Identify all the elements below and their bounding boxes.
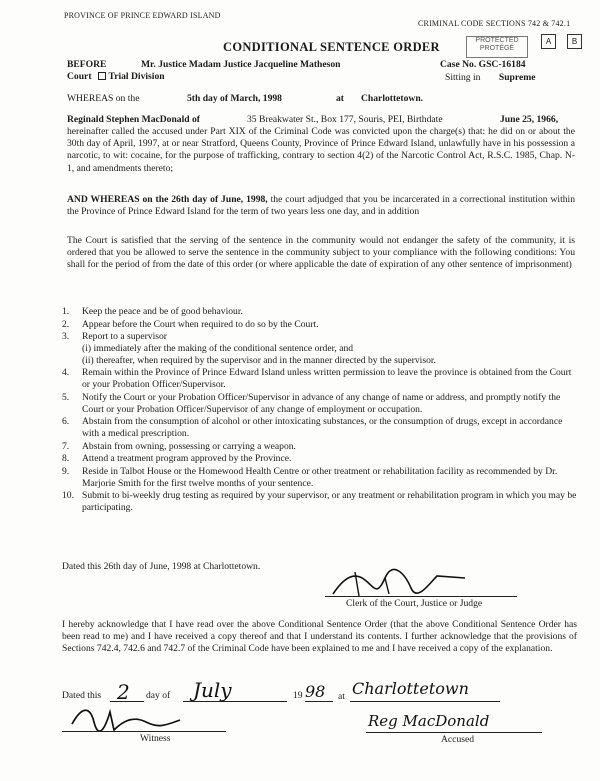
- acknowledgement-paragraph: I hereby acknowledge that I have read over the above Conditional Sentence Order (that the above Conditional Sentence Order has been read to me) and I have received a copy thereof and that I understand its contents. I further acknowledge that the provisions of Sections 742.4, 742.6 and 742.7 of the Criminal Code have been explained to me and I have received a copy of the explanation.: [62, 619, 577, 655]
- province-header: PROVINCE OF PRINCE EDWARD ISLAND: [64, 11, 221, 20]
- condition-item: 6. Abstain from the consumption of alcohol or other intoxicating substances, or the consumption of drugs, except in accordance with a medical prescription.: [62, 416, 563, 439]
- year-prefix: 19: [293, 690, 303, 701]
- condition-item: 4. Remain within the Province of Prince Edward Island unless written permission to leave the province is obtained from the Court or your Probation Officer/Supervisor.: [62, 367, 572, 391]
- box-a: A: [541, 34, 556, 49]
- witness-line: [62, 731, 226, 732]
- month-line: [183, 701, 287, 702]
- condition-item: 5. Notify the Court or your Probation Officer/Supervisor in advance of any change of name or address, and promptly notify the Court or your Probation Officer/Supervisor of any change of employment or occupation.: [62, 391, 561, 415]
- condition-item: 7. Abstain from owning, possessing or carrying a weapon.: [62, 440, 296, 452]
- accused-name: Reginald Stephen MacDonald of: [67, 114, 200, 125]
- month-value: July: [193, 678, 232, 702]
- sitting-in: Sitting in Supreme: [445, 72, 536, 83]
- accused-address: 35 Breakwater St., Box 177, Souris, PEI, Birthdate: [247, 114, 443, 125]
- court-satisfied-paragraph: The Court is satisfied that the serving of the sentence in the community would not endanger the safety of the community, it is ordered that you be allowed to serve the sentence in the community subject to your compliance with the following conditions: You shall for the period of from the date of this order (or where applicable the date of expiration of any other sentence of imprisonment): [67, 235, 575, 271]
- year-value: 98: [305, 682, 326, 701]
- whereas-at: at: [336, 93, 344, 104]
- clerk-label: Clerk of the Court, Justice or Judge: [346, 598, 483, 609]
- dated-this-label: Dated this: [62, 690, 102, 701]
- condition-item: 1. Keep the peace and be of good behaviour.: [62, 306, 243, 317]
- accused-label: Accused: [441, 734, 475, 745]
- at-label: at: [338, 691, 345, 702]
- dated-line: Dated this 26th day of June, 1998 at Charlottetown.: [62, 561, 261, 572]
- clerk-signature-line: [325, 596, 517, 597]
- condition-item: 9. Reside in Talbot House or the Homewood Health Centre or other treatment or rehabilitation facility as recommended by Dr. Marjorie Smith for the first twelve months of your sentence.: [62, 465, 558, 489]
- sentence-paragraph: AND WHEREAS on the 26th day of June, 1998, the court adjudged that you be incarcerated in a correctional institution within the Province of Prince Edward Island for the term of two years less one day, and in addition: [67, 194, 575, 218]
- protected-stamp: PROTECTED PROTÉGÉ: [466, 36, 528, 58]
- box-b: B: [567, 34, 582, 49]
- condition-item: 3. Report to a supervisor (i) immediately after the making of the conditional sentence order, and (ii) thereafter, when required by the supervisor and in the manner directed by the supervisor.: [62, 331, 436, 366]
- conviction-place: Charlottetown.: [361, 93, 424, 104]
- condition-item: 8. Attend a treatment program approved by the Province.: [62, 453, 292, 465]
- condition-item: 10. Submit to bi-weekly drug testing as required by your supervisor, or any treatment or rehabilitation program in which you may be participating.: [62, 490, 577, 513]
- before-label: BEFORE: [67, 59, 107, 70]
- whereas-prefix: WHEREAS on the: [67, 93, 140, 104]
- year-line: [305, 701, 333, 702]
- trial-division-checkbox: [98, 72, 106, 80]
- condition-item: 2. Appear before the Court when required to do so by the Court.: [62, 318, 319, 330]
- conviction-paragraph: hereinafter called the accused under Part XIX of the Criminal Code was convicted upon the charge(s) that: he did on or about the 30th day of April, 1997, at or near Stratford, Queens County, Province of Prince Edward Island, unlawfully have in his possession a narcotic, to wit: cocaine, for the purpose of trafficking, contrary to section 4(2) of the Narcotic Control Act, R.S.C. 1985, Chap. N-1, and amendments thereto;: [67, 126, 575, 174]
- day-of-label: day of: [146, 690, 171, 701]
- accused-line: [366, 732, 542, 733]
- witness-label: Witness: [140, 733, 171, 744]
- day-value: 2: [117, 680, 130, 704]
- code-sections-header: CRIMINAL CODE SECTIONS 742 & 742.1: [418, 19, 571, 28]
- conditions-list: [62, 306, 577, 515]
- accused-birthdate: June 25, 1966,: [500, 114, 559, 125]
- document-title: CONDITIONAL SENTENCE ORDER: [223, 40, 440, 54]
- justice-name: Mr. Justice Madam Justice Jacqueline Matheson: [141, 59, 341, 70]
- case-number: Case No. GSC-16184: [440, 59, 526, 70]
- court-label: Court Trial Division: [67, 71, 165, 82]
- place-value: Charlottetown: [352, 679, 469, 698]
- place-line: [350, 701, 500, 702]
- accused-signature: Reg MacDonald: [368, 712, 490, 730]
- conviction-date: 5th day of March, 1998: [187, 93, 282, 104]
